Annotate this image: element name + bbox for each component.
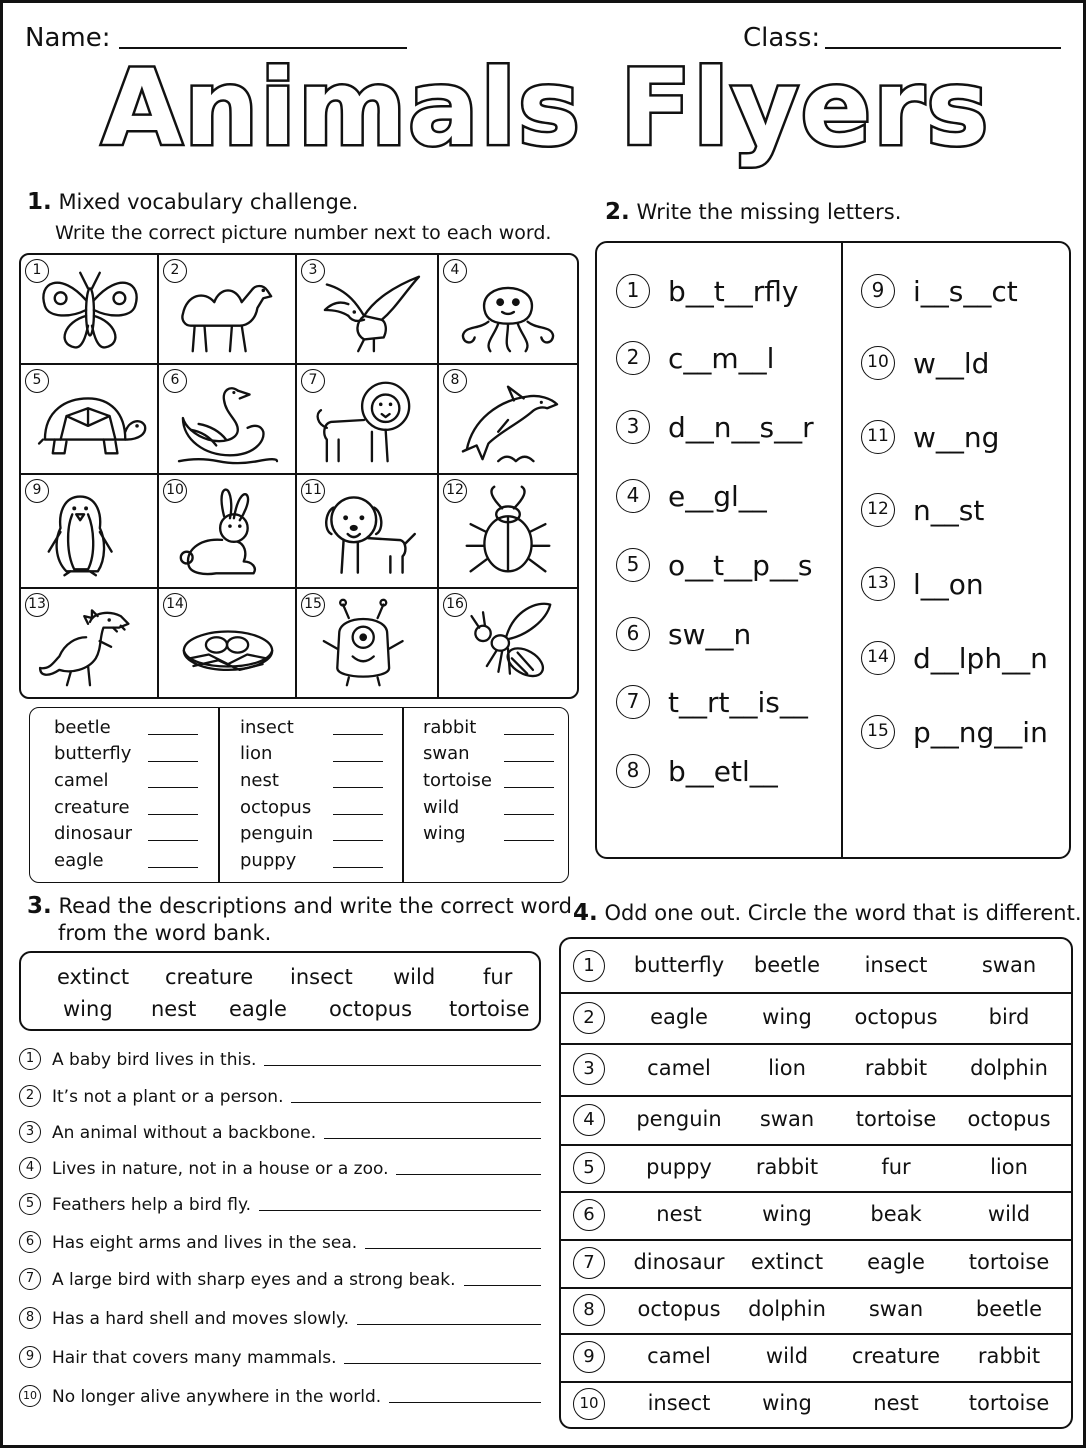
- odd-one-out-word[interactable]: insect: [647, 1391, 711, 1415]
- odd-one-out-word[interactable]: penguin: [636, 1106, 722, 1131]
- description-question: [19, 1385, 541, 1407]
- odd-one-out-word[interactable]: extinct: [750, 1250, 824, 1274]
- word-column-divider: [218, 708, 220, 882]
- description-question: [19, 1193, 541, 1215]
- puppy-icon: [307, 481, 429, 583]
- vocabulary-word: puppy: [240, 849, 297, 871]
- question-text: A large bird with sharp eyes and a strong beak.: [52, 1270, 456, 1290]
- vocabulary-word: octopus: [240, 796, 312, 818]
- odd-one-out-row: [559, 992, 1073, 1043]
- vocabulary-word: creature: [54, 796, 130, 818]
- description-question: [19, 1268, 541, 1290]
- missing-letters-word: d__lph__n: [913, 641, 1048, 675]
- description-question: [19, 1085, 541, 1107]
- missing-letters-item[interactable]: [616, 341, 774, 375]
- eagle-icon: [307, 261, 429, 359]
- odd-one-out-word[interactable]: puppy: [646, 1154, 712, 1179]
- item-number: 11: [861, 420, 895, 454]
- picture-cell: [21, 475, 159, 589]
- answer-line[interactable]: [291, 1102, 541, 1103]
- word-bank-item: octopus: [329, 997, 413, 1021]
- vocabulary-word: eagle: [54, 849, 104, 871]
- picture-cell: [159, 589, 297, 697]
- odd-one-out-word[interactable]: dolphin: [748, 1297, 826, 1321]
- odd-one-out-word[interactable]: octopus: [967, 1106, 1051, 1131]
- question-number: 5: [19, 1193, 41, 1215]
- answer-blank[interactable]: [504, 761, 554, 762]
- answer-blank[interactable]: [504, 840, 554, 841]
- vocabulary-word: dinosaur: [54, 823, 133, 845]
- vocabulary-word: penguin: [240, 823, 314, 845]
- answer-blank[interactable]: [148, 787, 198, 788]
- odd-one-out-word[interactable]: octopus: [854, 1004, 938, 1029]
- odd-one-out-word[interactable]: wild: [987, 1202, 1031, 1226]
- vocabulary-item: [240, 820, 313, 847]
- picture-cell: [21, 365, 159, 475]
- section4-title: Odd one out. Circle the word that is different.: [604, 901, 1082, 925]
- item-number: 8: [616, 754, 650, 788]
- question-number: 6: [19, 1231, 41, 1253]
- section1-subtitle: Write the correct picture number next to each word.: [55, 222, 552, 244]
- butterfly-icon: [31, 261, 149, 359]
- vocabulary-word: rabbit: [423, 716, 477, 738]
- answer-blank[interactable]: [148, 734, 198, 735]
- odd-one-out-word[interactable]: swan: [868, 1297, 924, 1321]
- question-text: Has eight arms and lives in the sea.: [52, 1233, 358, 1253]
- picture-cell: [159, 255, 297, 365]
- missing-letters-item[interactable]: [861, 567, 984, 601]
- beetle-icon: [449, 481, 567, 583]
- odd-one-out-word[interactable]: butterfly: [633, 952, 725, 977]
- picture-number: 14: [163, 593, 187, 617]
- section3-number: 3.: [27, 893, 52, 919]
- tortoise-icon: [31, 371, 149, 469]
- picture-number: 12: [443, 479, 467, 503]
- picture-cell: [159, 475, 297, 589]
- name-label: Name:: [25, 23, 111, 53]
- answer-line[interactable]: [389, 1402, 541, 1403]
- odd-one-out-word[interactable]: lion: [990, 1154, 1028, 1179]
- picture-number: 16: [443, 593, 467, 617]
- word-bank-item: tortoise: [449, 997, 530, 1021]
- vocabulary-word: insect: [240, 716, 294, 738]
- question-number: 1: [19, 1048, 41, 1070]
- vocabulary-item: [423, 794, 459, 821]
- nest-icon: [169, 595, 287, 691]
- missing-letters-word: c__m__l: [668, 341, 775, 375]
- item-number: 4: [616, 479, 650, 513]
- picture-cell: [159, 365, 297, 475]
- answer-line[interactable]: [357, 1324, 541, 1325]
- vocabulary-item: [54, 820, 132, 847]
- vocabulary-word: nest: [240, 769, 279, 791]
- section1-title: Mixed vocabulary challenge.: [58, 190, 359, 214]
- item-number: 15: [861, 715, 895, 749]
- swan-icon: [169, 371, 287, 469]
- missing-letters-word: w__ng: [913, 420, 1000, 454]
- vocabulary-word: butterfly: [54, 743, 132, 765]
- vocabulary-item: [423, 714, 476, 741]
- answer-line[interactable]: [324, 1138, 541, 1139]
- odd-one-out-word[interactable]: eagle: [867, 1250, 925, 1274]
- section2-number: 2.: [605, 199, 630, 225]
- odd-one-out-row: [559, 1191, 1073, 1239]
- missing-letters-item[interactable]: [861, 493, 984, 527]
- answer-line[interactable]: [396, 1174, 541, 1175]
- octopus-icon: [449, 261, 567, 359]
- picture-number: 3: [301, 259, 325, 283]
- creature-icon: [307, 595, 429, 691]
- section3-title-line1: Read the descriptions and write the correct word: [58, 894, 573, 918]
- item-number: 12: [861, 493, 895, 527]
- vocabulary-item: [54, 714, 111, 741]
- missing-letters-word: w__ld: [913, 346, 990, 380]
- odd-one-out-word[interactable]: eagle: [650, 1004, 708, 1029]
- section1-number: 1.: [27, 189, 52, 215]
- odd-one-out-word[interactable]: tortoise: [855, 1106, 937, 1131]
- row-number: 4: [573, 1104, 605, 1136]
- picture-cell: [297, 475, 439, 589]
- picture-cell: [439, 475, 577, 589]
- missing-letters-item[interactable]: [616, 479, 767, 513]
- dinosaur-icon: [31, 595, 149, 691]
- answer-line[interactable]: [264, 1065, 541, 1066]
- missing-letters-word: sw__n: [668, 617, 752, 651]
- missing-letters-word: l__on: [913, 567, 984, 601]
- picture-cell: [439, 365, 577, 475]
- row-number: 9: [573, 1341, 605, 1373]
- vocabulary-word: swan: [423, 743, 470, 765]
- vocabulary-word: beetle: [54, 716, 111, 738]
- odd-one-out-word[interactable]: lion: [768, 1056, 806, 1080]
- question-number: 8: [19, 1307, 41, 1329]
- answer-blank[interactable]: [333, 787, 383, 788]
- answer-blank[interactable]: [148, 814, 198, 815]
- vocabulary-word: lion: [240, 743, 273, 765]
- question-number: 9: [19, 1346, 41, 1368]
- missing-letters-item[interactable]: [616, 410, 814, 444]
- section4-heading: [573, 900, 1082, 926]
- odd-one-out-word[interactable]: dolphin: [970, 1056, 1048, 1080]
- lion-icon: [307, 371, 429, 469]
- missing-letters-item[interactable]: [861, 274, 1018, 308]
- question-number: 3: [19, 1121, 41, 1143]
- odd-one-out-word[interactable]: wing: [762, 1391, 812, 1415]
- vocabulary-word: wild: [423, 796, 460, 818]
- row-number: 6: [573, 1199, 605, 1231]
- word-bank-item: insect: [290, 965, 353, 989]
- odd-one-out-word[interactable]: tortoise: [968, 1250, 1050, 1274]
- picture-number: 10: [163, 479, 187, 503]
- odd-one-out-row: [559, 1381, 1073, 1427]
- missing-letters-divider: [841, 243, 843, 857]
- vocabulary-word: tortoise: [423, 769, 492, 791]
- question-text: No longer alive anywhere in the world.: [52, 1387, 382, 1407]
- row-number: 5: [573, 1152, 605, 1184]
- vocabulary-item: [54, 767, 109, 794]
- missing-letters-item[interactable]: [616, 274, 798, 308]
- word-column-divider: [402, 708, 404, 882]
- missing-letters-item[interactable]: [616, 548, 812, 582]
- word-bank-item: fur: [483, 965, 513, 989]
- item-number: 13: [861, 567, 895, 601]
- section2-heading: [605, 199, 901, 225]
- answer-blank[interactable]: [333, 761, 383, 762]
- camel-icon: [169, 261, 287, 359]
- word-bank-item: wing: [63, 997, 113, 1021]
- row-number: 2: [573, 1002, 605, 1034]
- question-text: A baby bird lives in this.: [52, 1050, 257, 1070]
- vocabulary-item: [240, 794, 311, 821]
- section4-number: 4.: [573, 900, 598, 926]
- missing-letters-word: o__t__p__s: [668, 548, 813, 582]
- vocabulary-item: [240, 847, 296, 874]
- word-bank-item: eagle: [229, 997, 287, 1021]
- answer-line[interactable]: [365, 1248, 541, 1249]
- odd-one-out-row: [559, 1239, 1073, 1287]
- answer-blank[interactable]: [148, 867, 198, 868]
- missing-letters-word: d__n__s__r: [668, 410, 814, 444]
- section1-heading: [27, 189, 358, 215]
- missing-letters-item[interactable]: [616, 617, 751, 651]
- vocabulary-item: [240, 767, 279, 794]
- vocabulary-item: [423, 741, 470, 768]
- odd-one-out-word[interactable]: nest: [873, 1391, 919, 1415]
- missing-letters-item[interactable]: [616, 685, 808, 719]
- description-question: [19, 1307, 541, 1329]
- question-text: Hair that covers many mammals.: [52, 1348, 337, 1368]
- answer-blank[interactable]: [148, 840, 198, 841]
- picture-number: 5: [25, 369, 49, 393]
- answer-blank[interactable]: [504, 787, 554, 788]
- class-label: Class:: [743, 23, 821, 53]
- missing-letters-item[interactable]: [861, 346, 989, 380]
- odd-one-out-word[interactable]: rabbit: [977, 1344, 1041, 1368]
- row-number: 3: [573, 1053, 605, 1085]
- word-bank-item: creature: [165, 965, 254, 989]
- word-bank-item: wild: [393, 965, 436, 989]
- description-question: [19, 1346, 541, 1368]
- picture-cell: [439, 255, 577, 365]
- insect-icon: [449, 595, 567, 691]
- odd-one-out-row: [559, 1333, 1073, 1381]
- answer-blank[interactable]: [333, 867, 383, 868]
- odd-one-out-word[interactable]: creature: [851, 1344, 941, 1368]
- picture-number: 4: [443, 259, 467, 283]
- item-number: 10: [861, 346, 895, 380]
- vocabulary-item: [54, 741, 131, 768]
- item-number: 7: [616, 685, 650, 719]
- answer-blank[interactable]: [148, 761, 198, 762]
- odd-one-out-word[interactable]: bird: [988, 1004, 1030, 1029]
- item-number: 14: [861, 641, 895, 675]
- missing-letters-word: n__st: [913, 493, 985, 527]
- word-bank-item: nest: [151, 997, 197, 1021]
- odd-one-out-word[interactable]: camel: [647, 1056, 711, 1080]
- picture-number: 13: [25, 593, 49, 617]
- row-number: 1: [573, 950, 605, 982]
- section3-heading: [27, 893, 572, 919]
- odd-one-out-row: [559, 1287, 1073, 1333]
- vocabulary-item: [423, 767, 492, 794]
- answer-line[interactable]: [259, 1210, 541, 1211]
- missing-letters-word: i__s__ct: [913, 274, 1018, 308]
- odd-one-out-word[interactable]: wild: [765, 1344, 809, 1368]
- picture-number: 11: [301, 479, 325, 503]
- picture-cell: [297, 365, 439, 475]
- description-question: [19, 1121, 541, 1143]
- answer-line[interactable]: [344, 1363, 541, 1364]
- question-number: 2: [19, 1085, 41, 1107]
- question-text: An animal without a backbone.: [52, 1123, 317, 1143]
- item-number: 6: [616, 617, 650, 651]
- question-text: Feathers help a bird fly.: [52, 1195, 251, 1215]
- page-title: Animals Flyers: [101, 47, 991, 169]
- odd-one-out-row: [559, 1043, 1073, 1095]
- missing-letters-word: e__gl__: [668, 479, 767, 513]
- picture-cell: [21, 255, 159, 365]
- missing-letters-item[interactable]: [861, 641, 1048, 675]
- odd-one-out-word[interactable]: beetle: [975, 1297, 1043, 1321]
- odd-one-out-row: [559, 939, 1073, 992]
- odd-one-out-word[interactable]: beak: [870, 1202, 922, 1226]
- description-question: [19, 1231, 541, 1253]
- missing-letters-item[interactable]: [616, 754, 778, 788]
- answer-line[interactable]: [464, 1285, 542, 1286]
- vocabulary-item: [54, 794, 130, 821]
- vocabulary-item: [240, 741, 272, 768]
- odd-one-out-word[interactable]: swan: [759, 1106, 815, 1131]
- item-number: 9: [861, 274, 895, 308]
- picture-number: 9: [25, 479, 49, 503]
- section3-title-line2: from the word bank.: [58, 921, 272, 945]
- picture-number: 15: [301, 593, 325, 617]
- odd-one-out-word[interactable]: swan: [981, 952, 1037, 977]
- item-number: 2: [616, 341, 650, 375]
- row-number: 10: [573, 1388, 605, 1420]
- item-number: 1: [616, 274, 650, 308]
- missing-letters-word: b__etl__: [668, 754, 778, 788]
- answer-blank[interactable]: [333, 840, 383, 841]
- odd-one-out-word[interactable]: wing: [762, 1202, 812, 1226]
- picture-number: 8: [443, 369, 467, 393]
- odd-one-out-word[interactable]: insect: [864, 952, 928, 977]
- row-number: 7: [573, 1247, 605, 1279]
- missing-letters-word: t__rt__is__: [668, 685, 808, 719]
- question-text: Lives in nature, not in a house or a zoo.: [52, 1159, 389, 1179]
- description-question: [19, 1157, 541, 1179]
- penguin-icon: [31, 481, 149, 583]
- answer-blank[interactable]: [504, 734, 554, 735]
- vocabulary-item: [240, 714, 294, 741]
- odd-one-out-word[interactable]: fur: [881, 1154, 911, 1179]
- vocabulary-item: [423, 820, 466, 847]
- odd-one-out-word[interactable]: rabbit: [755, 1154, 819, 1179]
- missing-letters-word: b__t__rfly: [668, 274, 799, 308]
- picture-cell: [297, 589, 439, 697]
- odd-one-out-word[interactable]: tortoise: [968, 1391, 1050, 1415]
- missing-letters-word: p__ng__in: [913, 715, 1048, 749]
- vocabulary-word-box: [29, 707, 569, 883]
- item-number: 5: [616, 548, 650, 582]
- picture-cell: [21, 589, 159, 697]
- missing-letters-item[interactable]: [861, 715, 1048, 749]
- question-text: It’s not a plant or a person.: [52, 1087, 284, 1107]
- picture-number: 7: [301, 369, 325, 393]
- question-number: 4: [19, 1157, 41, 1179]
- item-number: 3: [616, 410, 650, 444]
- picture-number: 1: [25, 259, 49, 283]
- section2-title: Write the missing letters.: [636, 200, 902, 224]
- missing-letters-item[interactable]: [861, 420, 999, 454]
- picture-cell: [297, 255, 439, 365]
- picture-number: 6: [163, 369, 187, 393]
- odd-one-out-word[interactable]: dinosaur: [633, 1250, 725, 1274]
- word-bank: [19, 951, 541, 1031]
- odd-one-out-row: [559, 1095, 1073, 1144]
- answer-blank[interactable]: [504, 814, 554, 815]
- question-number: 7: [19, 1268, 41, 1290]
- odd-one-out-word[interactable]: nest: [656, 1202, 702, 1226]
- odd-one-out-word[interactable]: beetle: [753, 952, 821, 977]
- odd-one-out-word[interactable]: rabbit: [864, 1056, 928, 1080]
- picture-number: 2: [163, 259, 187, 283]
- row-number: 8: [573, 1294, 605, 1326]
- picture-cell: [439, 589, 577, 697]
- description-question: [19, 1048, 541, 1070]
- answer-blank[interactable]: [333, 814, 383, 815]
- vocabulary-word: camel: [54, 769, 109, 791]
- odd-one-out-word[interactable]: camel: [647, 1344, 711, 1368]
- odd-one-out-row: [559, 1144, 1073, 1191]
- odd-one-out-word[interactable]: wing: [762, 1004, 812, 1029]
- question-number: 10: [19, 1385, 41, 1407]
- dolphin-icon: [449, 371, 567, 469]
- picture-grid: [19, 253, 579, 699]
- vocabulary-item: [54, 847, 104, 874]
- word-bank-item: extinct: [57, 965, 130, 989]
- rabbit-icon: [169, 481, 287, 583]
- answer-blank[interactable]: [333, 734, 383, 735]
- question-text: Has a hard shell and moves slowly.: [52, 1309, 350, 1329]
- odd-one-out-word[interactable]: octopus: [637, 1297, 721, 1321]
- vocabulary-word: wing: [423, 823, 466, 845]
